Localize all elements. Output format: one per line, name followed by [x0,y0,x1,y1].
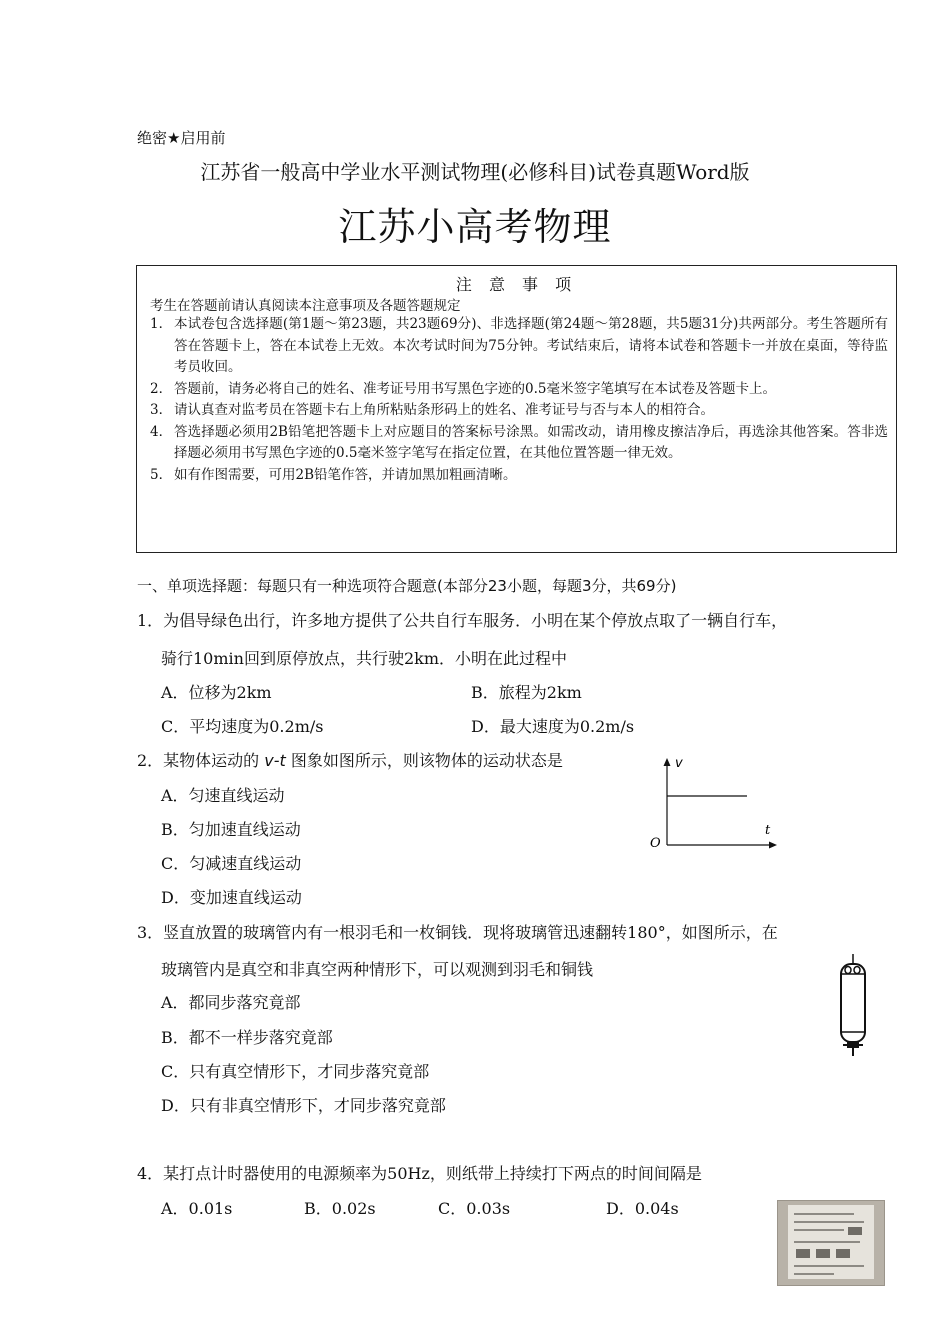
glass-tube-icon [833,950,873,1060]
confidential-mark: 绝密★启用前 [137,129,226,147]
question-3-option-c: C．只有真空情形下，才同步落究竟部 [161,1062,430,1081]
section-heading: 一、单项选择题：每题只有一种选项符合题意(本部分23小题，每题3分，共69分) [137,577,677,595]
notice-item [150,400,888,422]
question-1-line-2: 骑行10min回到原停放点，共行驶2km．小明在此过程中 [161,649,568,668]
notice-item [150,465,888,487]
question-4-option-c: C．0.03s [438,1199,511,1218]
notice-intro: 考生在答题前请认真阅读本注意事项及各题答题规定 [150,298,461,314]
question-3-option-b: B．都不一样步落究竟部 [161,1028,333,1047]
notice-box [136,265,897,553]
question-2-option-b: B．匀加速直线运动 [161,820,301,839]
document-subtitle: 江苏省一般高中学业水平测试物理(必修科目)试卷真题Word版 [200,160,750,184]
question-4-option-b: B．0.02s [304,1199,376,1218]
question-3-line-1: 3．竖直放置的玻璃管内有一根羽毛和一枚铜钱．现将玻璃管迅速翻转180°，如图所示，在 [137,923,778,942]
t-axis-arrow-icon [769,842,777,849]
notice-item-number: 3． [150,402,173,418]
v-axis-arrow-icon [664,758,671,766]
notice-item-number: 5． [150,466,173,483]
question-1-option-a: A．位移为2km [161,683,272,702]
origin-label: O [650,836,661,851]
question-2-stem-start: 2．某物体运动的 [137,751,265,770]
notice-item-text: 答题前，请务必将自己的姓名、准考证号用书写黑色字迹的0.5毫米签字笔填写在本试卷及答题卡上。 [174,380,776,397]
question-1-line-1: 1．为倡导绿色出行，许多地方提供了公共自行车服务．小明在某个停放点取了一辆自行车， [137,611,788,630]
notice-item [150,379,888,401]
notice-item-text: 本试卷包含选择题(第1题～第23题，共23题69分)、非选择题(第24题～第28题，共5题31分)共两部分。考生答题所有答在答题卡上，答在本试卷上无效。本次考试时间为75分钟。考试结束后，请将本试卷和答题卡一并放在桌面，等待监考员收回。 [174,316,888,375]
notice-item-number: 2． [150,380,173,397]
question-4-option-a: A．0.01s [161,1199,233,1218]
exam-photo-thumbnail [777,1200,885,1286]
t-label: t [765,823,771,838]
notice-item-text: 如有作图需要，可用2B铅笔作答，并请加黑加粗画清晰。 [174,466,517,483]
notice-item-text: 答选择题必须用2B铅笔把答题卡上对应题目的答案标号涂黑。如需改动，请用橡皮擦洁净后，再选涂其他答案。答非选择题必须用书写黑色字迹的0.5毫米签字笔写在指定位置，在其他位置答题一律无效。 [174,423,888,461]
question-2-stem [137,748,563,771]
question-3-line-2: 玻璃管内是真空和非真空两种情形下，可以观测到羽毛和铜钱 [161,960,594,979]
question-2-stem-end: 图象如图所示，则该物体的运动状态是 [285,751,563,770]
question-1-option-c: C．平均速度为0.2m/s [161,717,324,736]
notice-item-text: 请认真查对监考员在答题卡右上角所粘贴条形码上的姓名、准考证号与否与本人的相符合。 [174,402,714,418]
notice-item-number: 4． [150,423,173,440]
question-1-option-d: D．最大速度为0.2m/s [471,717,635,736]
notice-item [150,314,888,379]
question-2-option-d: D．变加速直线运动 [161,888,302,907]
notice-item [150,422,888,465]
notice-list [150,314,888,486]
question-1-option-b: B．旅程为2km [471,683,582,702]
notice-item-number: 1． [150,316,173,332]
vt-graph [645,752,785,857]
question-4-stem: 4．某打点计时器使用的电源频率为50Hz，则纸带上持续打下两点的时间间隔是 [137,1164,702,1183]
document-title: 江苏小高考物理 [338,205,612,249]
question-3-option-a: A．都同步落究竟部 [161,993,301,1012]
question-2-variable: v-t [264,751,286,770]
question-3-option-d: D．只有非真空情形下，才同步落究竟部 [161,1096,446,1115]
question-4-option-d: D．0.04s [606,1199,679,1218]
notice-title: 注 意 事 项 [455,275,578,294]
question-2-option-a: A．匀速直线运动 [161,786,285,805]
question-2-option-c: C．匀减速直线运动 [161,854,302,873]
v-label: v [675,756,683,771]
